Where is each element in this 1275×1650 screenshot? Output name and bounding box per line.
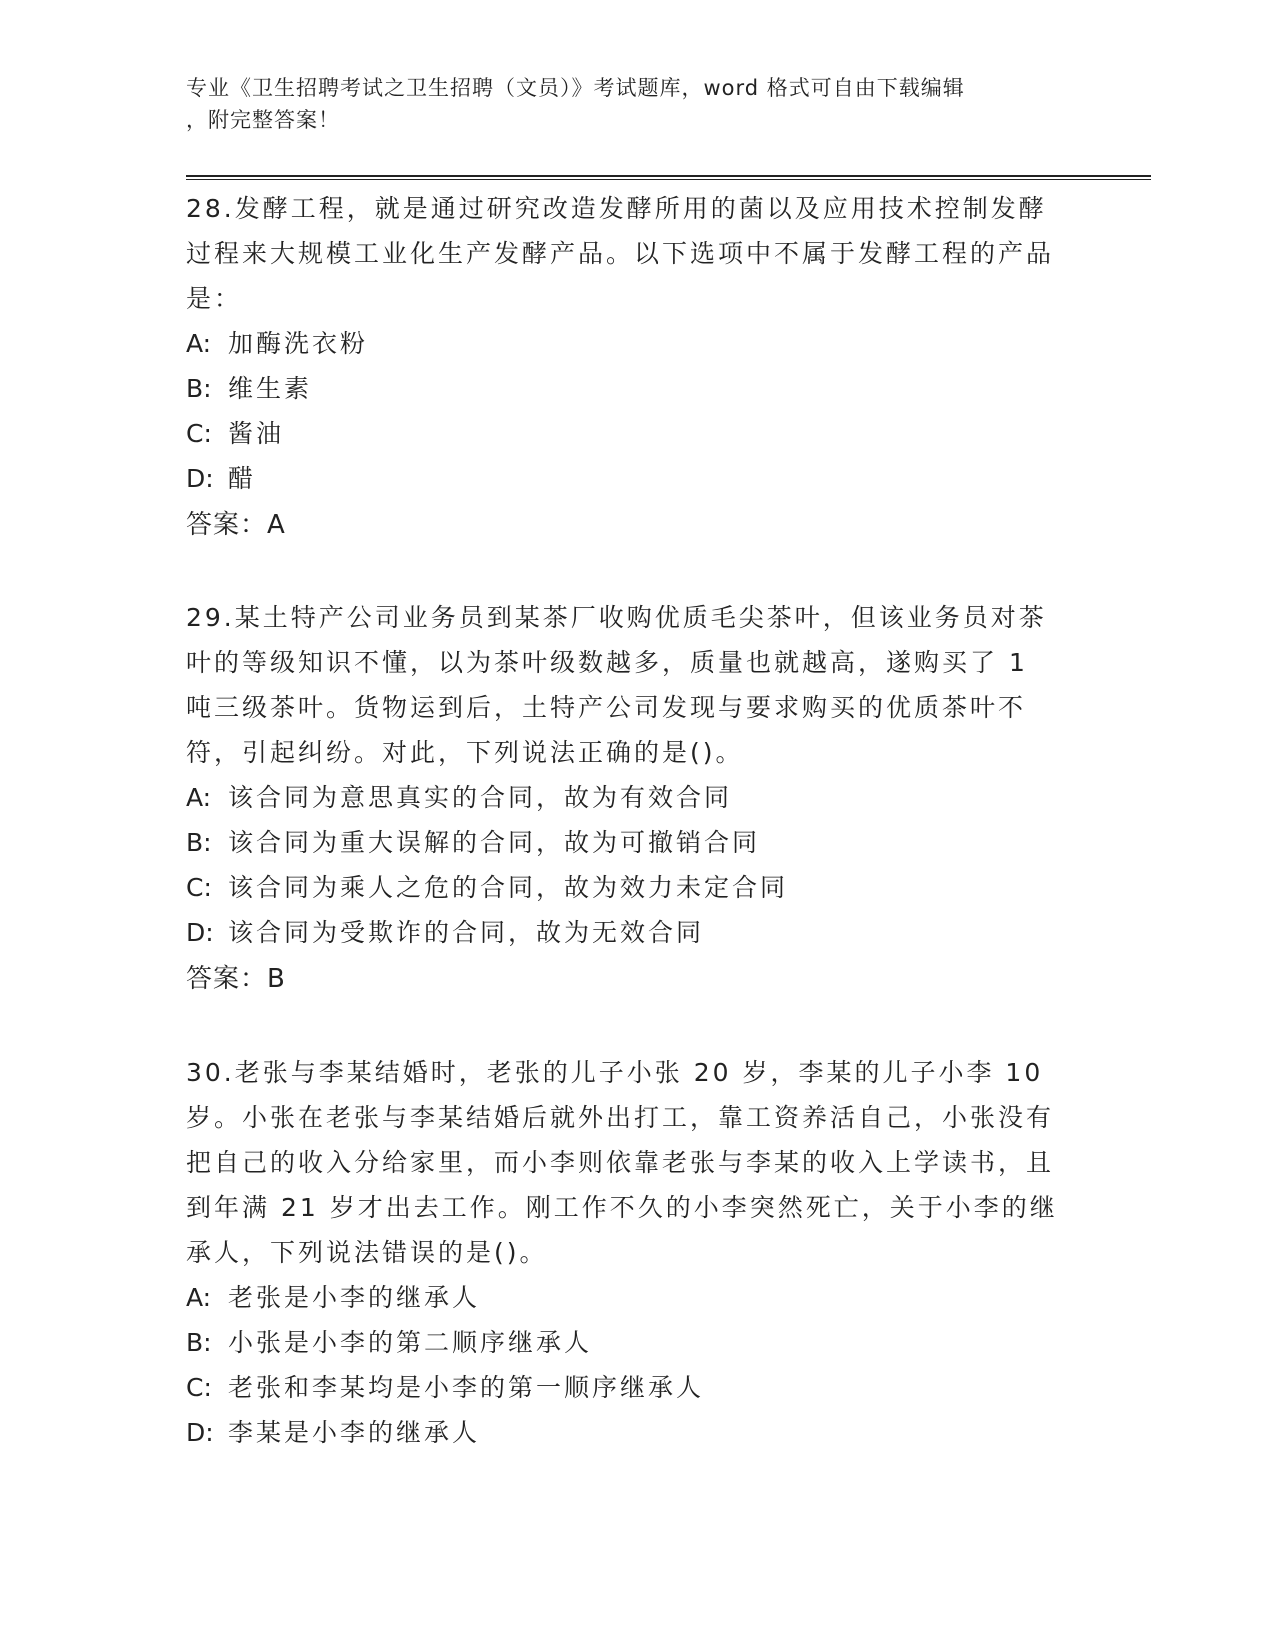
option-key: B:: [186, 374, 212, 403]
header-divider: [186, 175, 1151, 180]
option-d: [186, 1410, 1066, 1455]
document-header: [186, 72, 1066, 136]
option-key: D:: [186, 1418, 214, 1447]
question-28: [186, 186, 1066, 549]
option-key: D:: [186, 918, 214, 947]
option-b: [186, 820, 1066, 865]
option-a: [186, 321, 1066, 366]
option-text: 加酶洗衣粉: [228, 329, 369, 358]
option-key: C:: [186, 1373, 212, 1402]
question-stem: 28.发酵工程，就是通过研究改造发酵所用的菌以及应用技术控制发酵过程来大规模工业化生产发酵产品。以下选项中不属于发酵工程的产品是：: [186, 194, 1055, 313]
option-a: [186, 1275, 1066, 1320]
question-stem: 30.老张与李某结婚时，老张的儿子小张 20 岁，李某的儿子小李 10 岁。小张在老张与李某结婚后就外出打工，靠工资养活自己，小张没有把自己的收入分给家里，而小李则依靠老张与李某的收入上学读书，且到年满 21 岁才出去工作。刚工作不久的小李突然死亡，关于小李的继承人，下列说法错误的是()。: [186, 1058, 1058, 1267]
option-text: 李某是小李的继承人: [228, 1418, 481, 1447]
answer-line: 答案：B: [186, 964, 286, 994]
option-key: D:: [186, 464, 214, 493]
question-29: [186, 595, 1066, 1003]
answer-line: 答案：A: [186, 510, 286, 540]
option-text: 老张是小李的继承人: [228, 1283, 481, 1312]
option-d: [186, 456, 1066, 501]
option-text: 该合同为重大误解的合同，故为可撤销合同: [228, 828, 761, 857]
option-text: 酱油: [228, 419, 285, 448]
option-key: C:: [186, 873, 212, 902]
header-line-1: 专业《卫生招聘考试之卫生招聘（文员）》考试题库，word 格式可自由下载编辑: [186, 76, 965, 100]
option-key: A:: [186, 783, 212, 812]
option-a: [186, 775, 1066, 820]
option-key: C:: [186, 419, 212, 448]
header-line-2: ，附完整答案！: [186, 108, 340, 132]
option-text: 小张是小李的第二顺序继承人: [228, 1328, 593, 1357]
option-text: 该合同为意思真实的合同，故为有效合同: [228, 783, 733, 812]
option-b: [186, 366, 1066, 411]
option-c: [186, 865, 1066, 910]
option-key: B:: [186, 1328, 212, 1357]
option-text: 该合同为乘人之危的合同，故为效力未定合同: [228, 873, 789, 902]
option-c: [186, 411, 1066, 456]
option-c: [186, 1365, 1066, 1410]
question-30: [186, 1050, 1066, 1455]
option-key: A:: [186, 329, 212, 358]
option-text: 醋: [228, 464, 257, 493]
option-text: 老张和李某均是小李的第一顺序继承人: [228, 1373, 705, 1402]
option-b: [186, 1320, 1066, 1365]
question-stem: 29.某土特产公司业务员到某茶厂收购优质毛尖茶叶，但该业务员对茶叶的等级知识不懂，以为茶叶级数越多，质量也就越高，遂购买了 1 吨三级茶叶。货物运到后，土特产公司发现与要求购买的优质茶叶不符，引起纠纷。对此，下列说法正确的是()。: [186, 603, 1047, 767]
option-key: B:: [186, 828, 212, 857]
option-key: A:: [186, 1283, 212, 1312]
option-d: [186, 910, 1066, 955]
option-text: 该合同为受欺诈的合同，故为无效合同: [228, 918, 705, 947]
option-text: 维生素: [228, 374, 313, 403]
